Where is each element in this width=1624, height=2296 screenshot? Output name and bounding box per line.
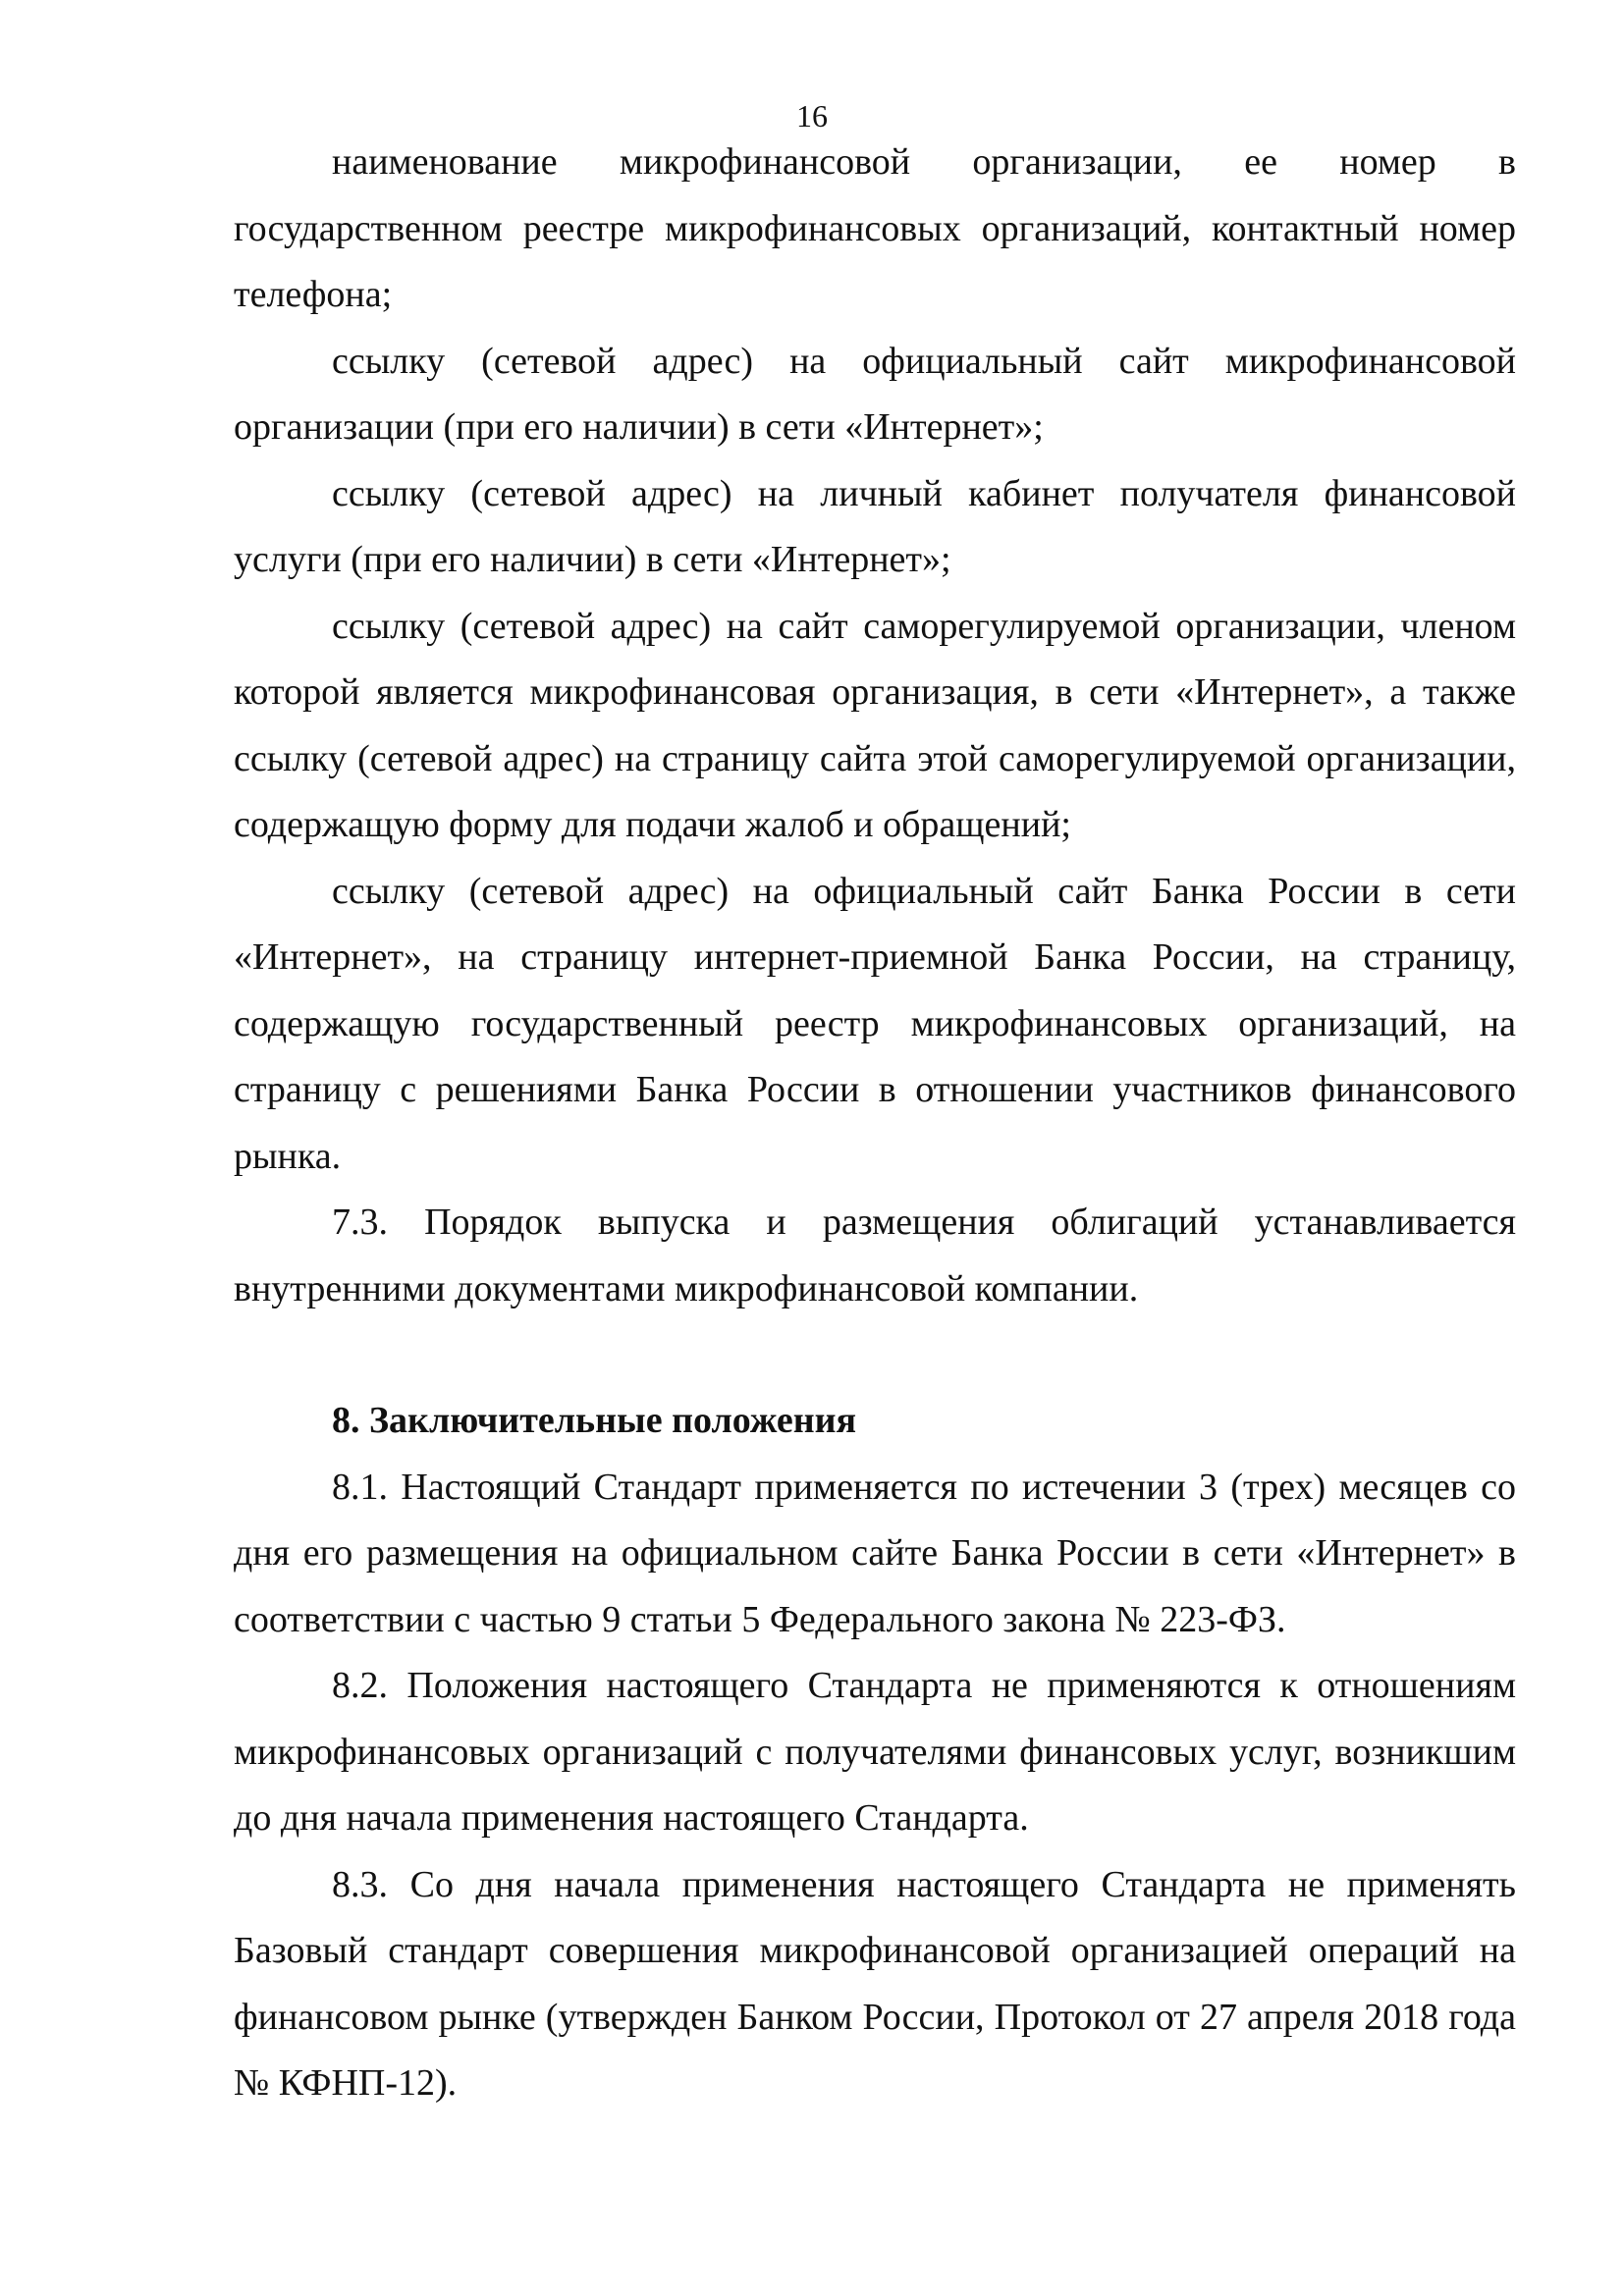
document-body xyxy=(234,130,1516,2117)
paragraph-personal-account: ссылку (сетевой адрес) на личный кабинет получателя финансовой услуги (при его наличии) в сети «Интернет»; xyxy=(234,472,1516,580)
paragraph-bank-of-russia-website: ссылку (сетевой адрес) на официальный сайт Банка России в сети «Интернет», на страницу интернет-приемной Банка России, на страницу, содержащую государственный реестр микрофинансовых организаций, на страницу с решениями Банка России в отношении участников финансового рынка. xyxy=(234,870,1516,1177)
paragraph-7-3: 7.3. Порядок выпуска и размещения облигаций устанавливается внутренними документами микрофинансовой компании. xyxy=(234,1201,1516,1309)
paragraph-8-3: 8.3. Со дня начала применения настоящего Стандарта не применять Базовый стандарт совершения микрофинансовой организацией операций на финансовом рынке (утвержден Банком России, Протокол от 27 апреля 2018 года № КФНП-12). xyxy=(234,1863,1516,2104)
paragraph-sro-website: ссылку (сетевой адрес) на сайт саморегулируемой организации, членом которой является микрофинансовая организация, в сети «Интернет», а также ссылку (сетевой адрес) на страницу сайта этой саморегулируемой организации, содержащую форму для подачи жалоб и обращений; xyxy=(234,605,1516,845)
paragraph-mfo-name: наименование микрофинансовой организации, ее номер в государственном реестре микрофинансовых организаций, контактный номер телефона; xyxy=(234,141,1516,315)
section-8-heading: 8. Заключительные положения xyxy=(332,1400,857,1441)
page-number: 16 xyxy=(796,98,828,133)
paragraph-mfo-website: ссылку (сетевой адрес) на официальный сайт микрофинансовой организации (при его наличии) в сети «Интернет»; xyxy=(234,340,1516,448)
paragraph-8-1: 8.1. Настоящий Стандарт применяется по истечении 3 (трех) месяцев со дня его размещения на официальном сайте Банка России в сети «Интернет» в соответствии с частью 9 статьи 5 Федерального закона № 223-ФЗ. xyxy=(234,1466,1516,1640)
section-spacer xyxy=(234,1322,1516,1388)
paragraph-8-2: 8.2. Положения настоящего Стандарта не применяются к отношениям микрофинансовых организаций с получателями финансовых услуг, возникшим до дня начала применения настоящего Стандарта. xyxy=(234,1665,1516,1839)
